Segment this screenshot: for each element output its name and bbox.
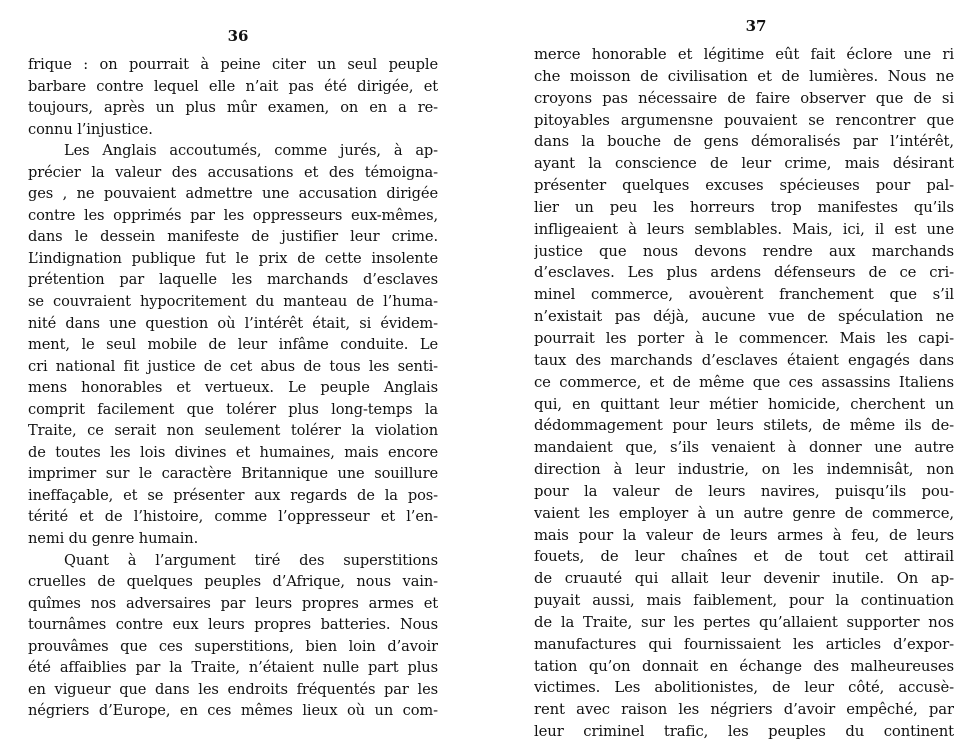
text-line: Traite, ce serait non seulement tolérer la violation bbox=[28, 422, 438, 440]
text-line: Quant à l’argument tiré des superstitions bbox=[64, 551, 438, 569]
text-line: toujours, après un plus mûr examen, on en a re- bbox=[28, 99, 438, 117]
text-line: mens honorables et vertueux. Le peuple Anglais bbox=[28, 379, 438, 397]
text-line: rent avec raison les négriers d’avoir empêché, par bbox=[534, 701, 954, 719]
page-text bbox=[28, 54, 438, 722]
text-line: pour la valeur de leurs navires, puisqu’ils pou- bbox=[534, 482, 954, 500]
right-page bbox=[534, 0, 954, 743]
text-line: prétention par laquelle les marchands d’esclaves bbox=[28, 271, 438, 289]
text-line: pitoyables argumensne pouvaient se rencontrer que bbox=[534, 111, 954, 129]
text-line: de la Traite, sur les pertes qu’allaient supporter nos bbox=[534, 613, 954, 631]
text-line: de toutes les lois divines et humaines, mais encore bbox=[28, 443, 438, 461]
text-line: frique : on pourrait à peine citer un seul peuple bbox=[28, 56, 438, 73]
text-line: n’existait pas déjà, aucune vue de spéculation ne bbox=[534, 308, 954, 326]
text-line: mandaient que, s’ils venaient à donner une autre bbox=[534, 439, 954, 457]
text-line: imprimer sur le caractère Britannique une souillure bbox=[28, 465, 438, 483]
text-line: présenter quelques excuses spécieuses pour pal- bbox=[534, 177, 954, 195]
text-line: ce commerce, et de même que ces assassins Italiens bbox=[534, 373, 954, 391]
text-line: comprit facilement que tolérer plus long-temps la bbox=[28, 400, 438, 418]
text-line: ment, le seul mobile de leur infâme conduite. Le bbox=[28, 336, 438, 354]
text-line: dans le dessein manifeste de justifier leur crime. bbox=[28, 228, 438, 246]
text-line: tation qu’on donnait en échange des malheureuses bbox=[534, 657, 954, 675]
page-text bbox=[534, 44, 954, 743]
text-line: prouvâmes que ces superstitions, bien loin d’avoir bbox=[28, 637, 438, 655]
text-line: victimes. Les abolitionistes, de leur côté, accusè- bbox=[534, 679, 954, 697]
text-line: été affaiblies par la Traite, n’étaient nulle part plus bbox=[28, 659, 438, 677]
text-line: ayant la conscience de leur crime, mais désirant bbox=[534, 155, 954, 173]
text-line: justice que nous devons rendre aux marchands bbox=[534, 242, 954, 260]
text-line: vaient les employer à un autre genre de commerce, bbox=[534, 504, 954, 522]
text-line: leur criminel trafic, les peuples du continent bbox=[534, 723, 954, 741]
text-line: minel commerce, avouèrent franchement que s’il bbox=[534, 286, 954, 304]
text-line: croyons pas nécessaire de faire observer que de si bbox=[534, 89, 954, 107]
text-line: qui, en quittant leur métier homicide, cherchent un bbox=[534, 395, 954, 413]
text-line: fouets, de leur chaînes et de tout cet attirail bbox=[534, 548, 954, 566]
text-line: négriers d’Europe, en ces mêmes lieux où un com- bbox=[28, 702, 438, 720]
text-line: cri national fit justice de cet abus de tous les senti- bbox=[28, 357, 438, 375]
text-line: infligeaient à leurs semblables. Mais, ici, il est une bbox=[534, 220, 954, 238]
text-line: précier la valeur des accusations et des témoigna- bbox=[28, 163, 438, 181]
page-number: 36 bbox=[227, 27, 249, 45]
page-number: 37 bbox=[745, 17, 767, 35]
text-line: nité dans une question où l’intérêt était, si évidem- bbox=[28, 314, 438, 332]
text-line: contre les opprimés par les oppresseurs eux-mêmes, bbox=[28, 206, 438, 224]
text-line: pourrait les porter à le commencer. Mais les capi- bbox=[534, 329, 954, 347]
text-line: quîmes nos adversaires par leurs propres armes et bbox=[28, 594, 438, 612]
text-line: tournâmes contre eux leurs propres batteries. Nous bbox=[28, 616, 438, 634]
text-line: d’esclaves. Les plus ardens défenseurs de ce cri- bbox=[534, 264, 954, 282]
text-line: manufactures qui fournissaient les articles d’expor- bbox=[534, 635, 954, 653]
text-line: connu l’injustice. bbox=[28, 120, 153, 138]
text-line: ineffaçable, et se présenter aux regards de la pos- bbox=[28, 486, 438, 504]
text-line: dans la bouche de gens démoralisés par l’intérêt, bbox=[534, 133, 954, 151]
text-line: puyait aussi, mais faiblement, pour la continuation bbox=[534, 592, 954, 610]
text-line: térité et de l’histoire, comme l’oppresseur et l’en- bbox=[28, 508, 438, 526]
text-line: barbare contre lequel elle n’ait pas été dirigée, et bbox=[28, 77, 438, 95]
text-line: cruelles de quelques peuples d’Afrique, nous vain- bbox=[28, 573, 438, 591]
text-line: de cruauté qui allait leur devenir inutile. On ap- bbox=[534, 570, 954, 588]
text-line: Les Anglais accoutumés, comme jurés, à ap- bbox=[64, 142, 438, 160]
text-line: se couvraient hypocritement du manteau de l’huma- bbox=[28, 293, 438, 311]
text-line: dédommagement pour leurs stilets, de même ils de- bbox=[534, 417, 954, 435]
left-page bbox=[28, 0, 438, 722]
text-line: che moisson de civilisation et de lumières. Nous ne bbox=[534, 67, 954, 85]
text-line: taux des marchands d’esclaves étaient engagés dans bbox=[534, 351, 954, 369]
text-line: direction à leur industrie, on les indemnisât, non bbox=[534, 461, 954, 479]
text-line: merce honorable et légitime eût fait éclore une ri bbox=[534, 46, 954, 63]
text-line: L’indignation publique fut le prix de cette insolente bbox=[28, 249, 438, 267]
text-line: en vigueur que dans les endroits fréquentés par les bbox=[28, 680, 438, 698]
text-line: lier un peu les horreurs trop manifestes qu’ils bbox=[534, 198, 954, 216]
text-line: ges , ne pouvaient admettre une accusation dirigée bbox=[28, 185, 438, 203]
text-line: mais pour la valeur de leurs armes à feu, de leurs bbox=[534, 526, 954, 544]
text-line: nemi du genre humain. bbox=[28, 530, 199, 548]
